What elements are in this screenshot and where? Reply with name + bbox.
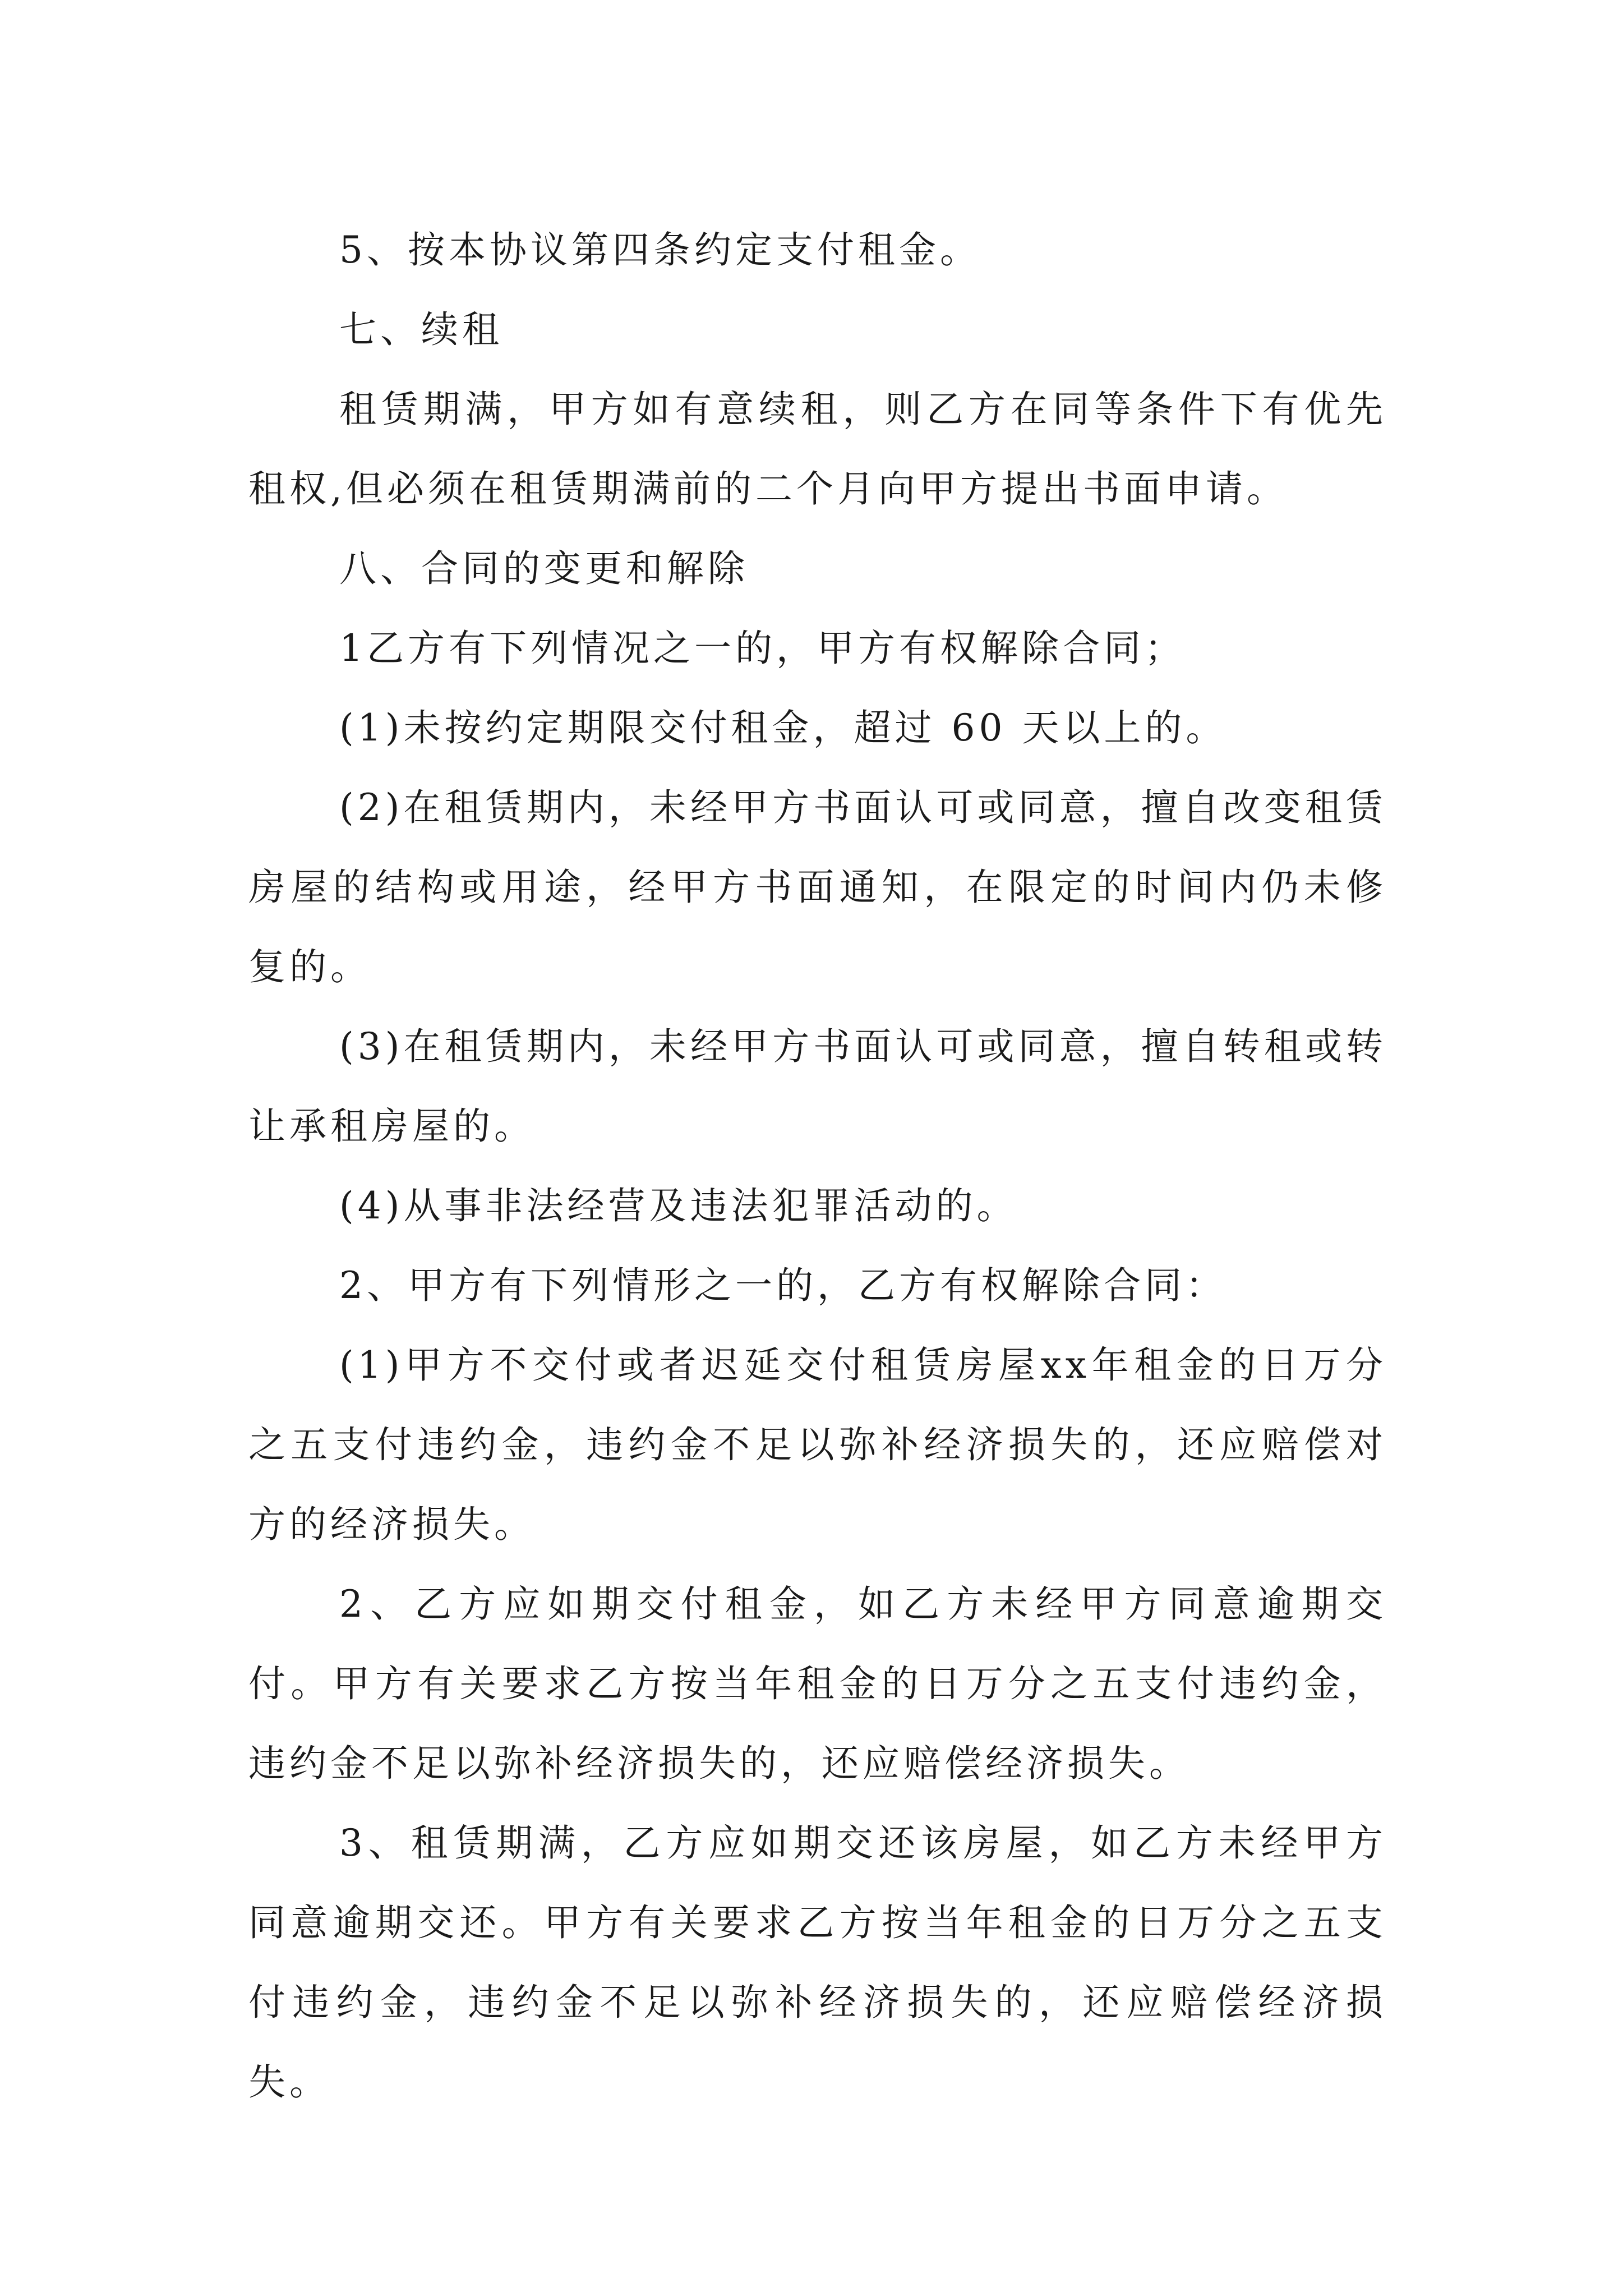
section-heading-renewal: 七、续租	[339, 308, 503, 351]
section-heading-change-termination: 八、合同的变更和解除	[339, 547, 749, 590]
document-body	[248, 210, 1387, 2122]
paragraph-party-b-conditions: 1乙方有下列情况之一的，甲方有权解除合同；	[339, 627, 1186, 670]
clause-item-3: (3)在租赁期内，未经甲方书面认可或同意，擅自转租或转让承租房屋的。	[248, 1025, 1387, 1148]
clause-item-4: (4)从事非法经营及违法犯罪活动的。	[339, 1184, 1018, 1227]
clause-item-2: (2)在租赁期内，未经甲方书面认可或同意，擅自改变租赁房屋的结构或用途，经甲方书面通知，在限定的时间内仍未修复的。	[248, 786, 1387, 988]
paragraph-rent-payment: 2、乙方应如期交付租金，如乙方未经甲方同意逾期交付。甲方有关要求乙方按当年租金的日万分之五支付违约金，违约金不足以弥补经济损失的，还应赔偿经济损失。	[248, 1582, 1387, 1785]
clause-party-a-item-1: (1)甲方不交付或者迟延交付租赁房屋xx年租金的日万分之五支付违约金，违约金不足以弥补经济损失的，还应赔偿对方的经济损失。	[248, 1343, 1387, 1546]
paragraph-party-a-conditions: 2、甲方有下列情形之一的，乙方有权解除合同：	[339, 1264, 1227, 1307]
paragraph-lease-return: 3、租赁期满，乙方应如期交还该房屋，如乙方未经甲方同意逾期交还。甲方有关要求乙方按当年租金的日万分之五支付违约金，违约金不足以弥补经济损失的，还应赔偿经济损失。	[248, 1821, 1387, 2104]
paragraph-renewal: 租赁期满，甲方如有意续租，则乙方在同等条件下有优先租权,但必须在租赁期满前的二个月向甲方提出书面申请。	[248, 388, 1387, 510]
clause-item-1: (1)未按约定期限交付租金，超过 60 天以上的。	[339, 706, 1227, 749]
paragraph-1: 5、按本协议第四条约定支付租金。	[339, 228, 981, 272]
